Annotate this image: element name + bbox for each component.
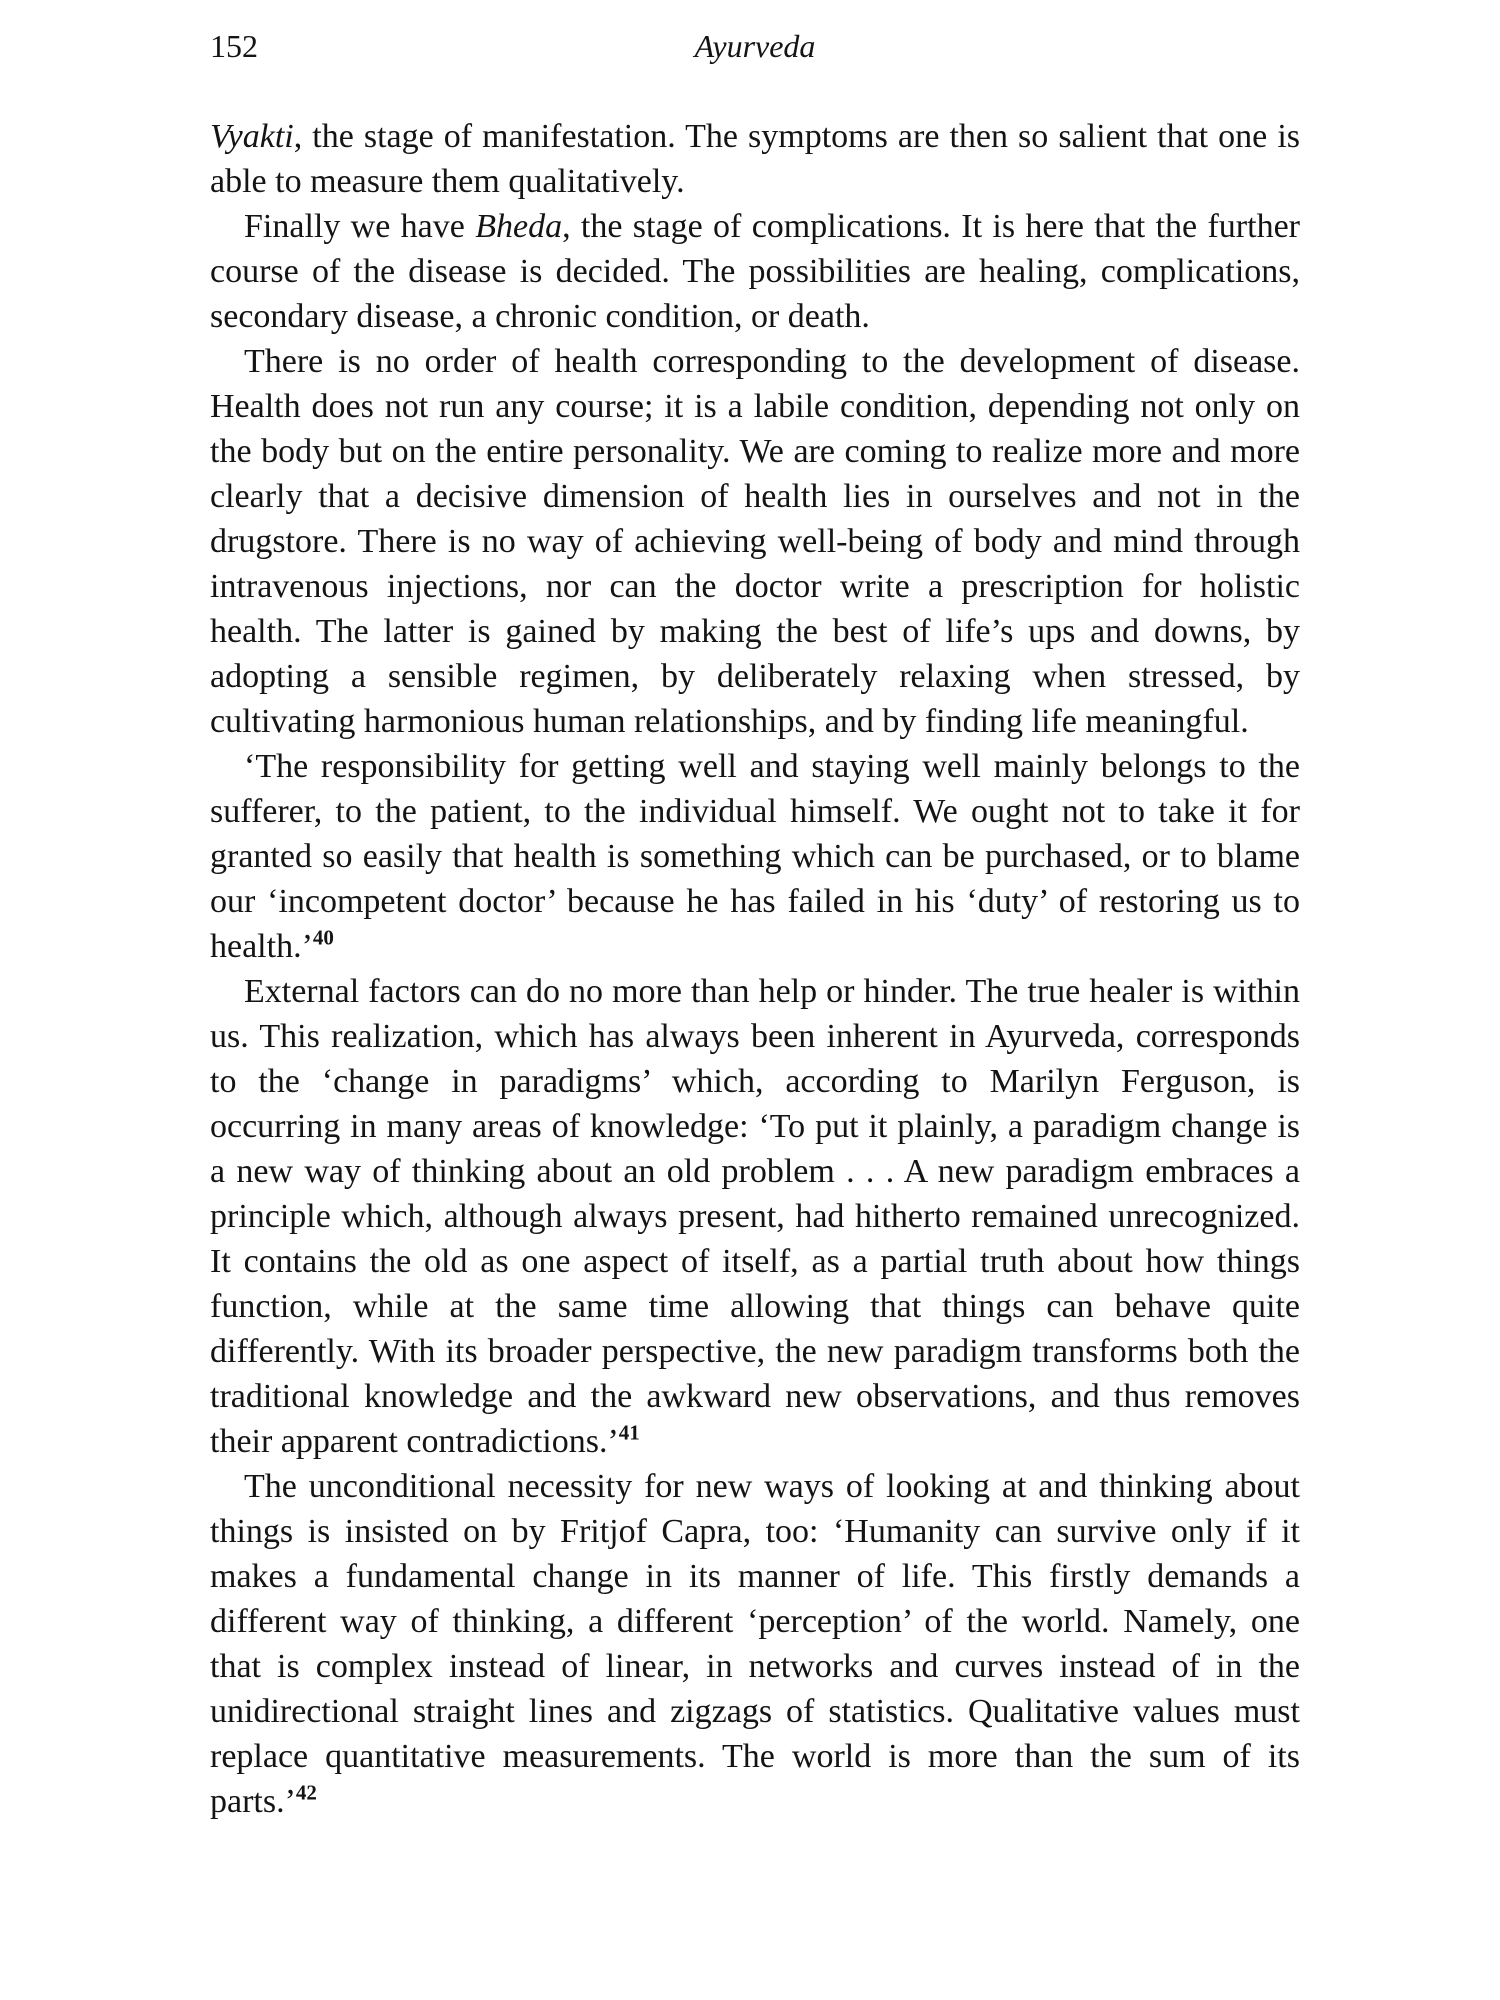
paragraph-text: The unconditional necessity for new ways of looking at and thinking about things is insisted on by Fritjof Capra, too: ‘Humanity can survive only if it makes a fundamental change in its manner of life. This firstly demands a different way of thinking, a different ‘perception’ of the world. Namely, one that is complex instead of linear, in networks and curves instead of in the unidirectional straight lines and zigzags of statistics. Qualitative values must replace quantitative measurements. The world is more than the sum of its parts.’ [210,1468,1300,1820]
paragraph-health-order [210,339,1300,744]
paragraph-vyakti [210,114,1300,204]
paragraph-capra-quote [210,1464,1300,1824]
footnote-ref-40: 40 [312,925,334,950]
paragraph-text: ‘The responsibility for getting well and staying well mainly belongs to the sufferer, to the patient, to the individual himself. We ought not to take it for granted so easily that health is something which can be purchased, or to blame our ‘incompetent doctor’ because he has failed in his ‘duty’ of restoring us to health.’ [210,748,1300,965]
running-head [210,22,1300,74]
paragraph-responsibility-quote [210,744,1300,969]
paragraph-bheda [210,204,1300,339]
term-vyakti: Vyakti [210,118,294,155]
book-page [210,22,1300,1824]
page-number: 152 [210,28,258,64]
paragraph-text: , the stage of complications. It is here that the further course of the disease is decided. The possibilities are healing, complications, secondary disease, a chronic condition, or death. [210,208,1300,335]
book-title: Ayurveda [694,28,816,64]
body-text [210,114,1300,1824]
paragraph-paradigm-change [210,969,1300,1464]
footnote-ref-42: 42 [295,1780,317,1805]
paragraph-text: , the stage of manifestation. The symptoms are then so salient that one is able to measure them qualitatively. [210,118,1300,200]
paragraph-lead: Finally we have [244,208,476,245]
footnote-ref-41: 41 [618,1420,640,1445]
paragraph-text: External factors can do no more than help or hinder. The true healer is within us. This realization, which has always been inherent in Ayurveda, corresponds to the ‘change in paradigms’ which, according to Marilyn Ferguson, is occurring in many areas of knowledge: ‘To put it plainly, a paradigm change is a new way of thinking about an old problem . . . A new paradigm embraces a principle which, although always present, had hitherto remained unrecognized. It contains the old as one aspect of itself, as a partial truth about how things function, while at the same time allowing that things can behave quite differently. With its broader perspective, the new paradigm transforms both the traditional knowledge and the awkward new observations, and thus removes their apparent contradictions.’ [210,973,1300,1460]
term-bheda: Bheda [475,208,563,245]
paragraph-text: There is no order of health corresponding to the development of disease. Health does not run any course; it is a labile condition, depending not only on the body but on the entire personality. We are coming to realize more and more clearly that a decisive dimension of health lies in ourselves and not in the drugstore. There is no way of achieving well-being of body and mind through intravenous injections, nor can the doctor write a prescription for holistic health. The latter is gained by making the best of life’s ups and downs, by adopting a sensible regimen, by deliberately relaxing when stressed, by cultivating harmonious human relationships, and by finding life meaningful. [210,343,1300,740]
